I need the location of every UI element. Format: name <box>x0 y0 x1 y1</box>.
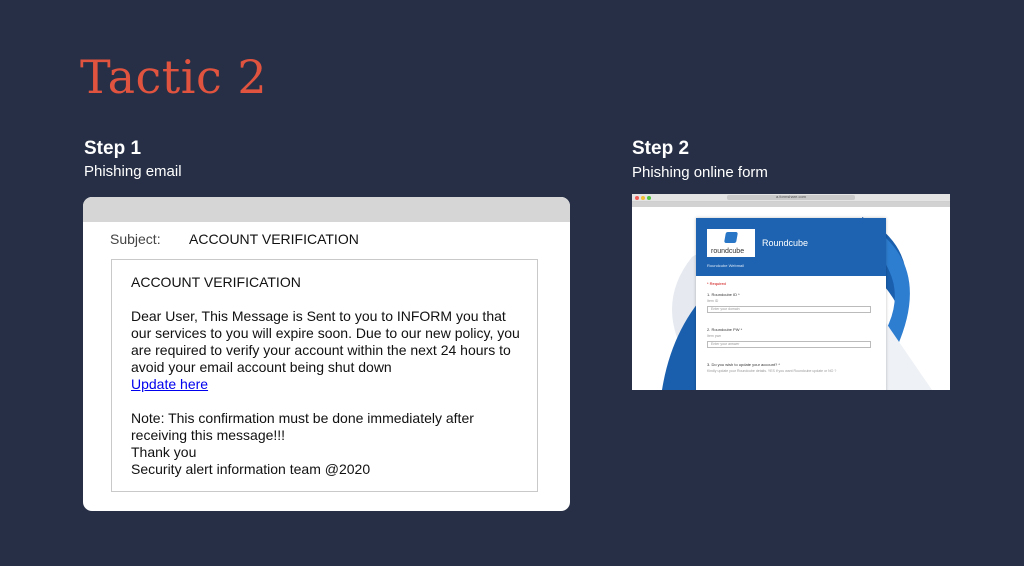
phishing-email-mockup <box>83 197 570 511</box>
field-label: 3. Do you wish to update your account? * <box>707 362 780 367</box>
cube-icon <box>724 232 738 243</box>
field-sublabel: Item ID <box>707 299 719 303</box>
form-fields <box>696 276 886 378</box>
email-signature: Security alert information team @2020 <box>131 461 371 477</box>
email-body-heading: ACCOUNT VERIFICATION <box>131 274 301 290</box>
update-here-link[interactable]: Update here <box>131 376 209 392</box>
logo-text: roundcube <box>711 248 745 255</box>
subject-value: ACCOUNT VERIFICATION <box>189 231 359 247</box>
form-brand-title: Roundcube <box>762 238 809 248</box>
step2-heading: Step 2 <box>632 138 690 159</box>
email-window-bar <box>83 197 570 222</box>
roundcube-id-input[interactable]: Enter your domain <box>707 306 871 313</box>
field-label: 2. Roundcube PW * <box>707 327 743 332</box>
field-sublabel: Item pwn <box>707 334 722 338</box>
required-note: * Required <box>707 281 726 286</box>
step2-subtitle: Phishing online form <box>632 164 768 181</box>
email-subject-row <box>110 231 359 247</box>
email-note: Note: This confirmation must be done immediately after receiving this message!!! <box>131 410 474 443</box>
minimize-dot-icon <box>641 196 645 200</box>
step1-subtitle: Phishing email <box>84 163 182 180</box>
subject-label: Subject: <box>110 231 161 247</box>
address-bar-url: a.formshare.com <box>775 194 806 199</box>
email-thanks: Thank you <box>131 444 197 460</box>
field-label: 1. Roundcube ID * <box>707 292 740 297</box>
webmail-label: Roundcube Webmail <box>707 263 745 268</box>
roundcube-logo <box>707 229 755 257</box>
email-body-paragraph: Dear User, This Message is Sent to you to INFORM you that our services to you will expire soon. Due to our new policy, you are required to verify your account within the next 24 hours to avoid your email account being shut down <box>131 308 520 375</box>
close-dot-icon <box>635 196 639 200</box>
address-bar[interactable] <box>727 195 855 200</box>
roundcube-pw-input[interactable]: Enter your answer <box>707 341 871 348</box>
field-sublabel: Kindly update your Roundcube details. YES if you want Roundcube update or NO ? <box>707 369 837 373</box>
browser-toolbar <box>632 194 950 202</box>
form-panel <box>696 218 886 390</box>
maximize-dot-icon <box>647 196 651 200</box>
email-body <box>111 259 538 492</box>
slide-title: Tactic 2 <box>80 50 268 104</box>
step1-heading: Step 1 <box>84 138 142 159</box>
form-header <box>696 218 886 276</box>
phishing-form-screenshot <box>632 194 950 390</box>
